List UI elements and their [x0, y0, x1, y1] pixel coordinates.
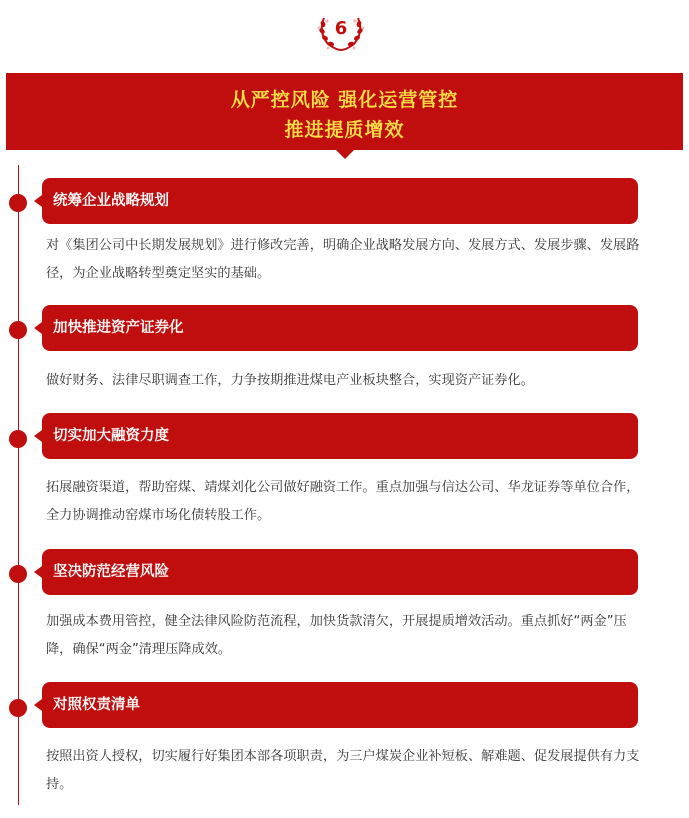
banner-title-line1: 从严控风险 强化运营管控 — [230, 89, 459, 111]
timeline-dot — [9, 321, 27, 339]
title-banner — [6, 73, 683, 150]
section-text: 对《集团公司中长期发展规划》进行修改完善，明确企业战略发展方向、发展方式、发展步骤、发展路径，为企业战略转型奠定坚实的基础。 — [46, 238, 640, 281]
section-text: 加强成本费用管控，健全法律风险防范流程，加快货款清欠，开展提质增效活动。重点抓好“两金”压降，确保“两金”清理压降成效。 — [46, 614, 627, 657]
section-text: 做好财务、法律尽职调查工作，力争按期推进煤电产业板块整合，实现资产证券化。 — [46, 373, 534, 388]
banner-title-line2: 推进提质增效 — [284, 119, 405, 141]
timeline-dot — [9, 565, 27, 583]
timeline-dot — [9, 194, 27, 212]
section-number: 6 — [334, 18, 348, 39]
timeline-dot — [9, 699, 27, 717]
timeline-dot — [9, 430, 27, 448]
section-header — [42, 178, 638, 224]
section-title: 统筹企业战略规划 — [53, 193, 169, 209]
banner-pointer — [335, 149, 355, 159]
section-number-badge — [314, 10, 368, 52]
section-text: 拓展融资渠道，帮助窑煤、靖煤刘化公司做好融资工作。重点加强与信达公司、华龙证券等单位合作，全力协调推动窑煤市场化债转股工作。 — [46, 480, 640, 523]
section-header — [42, 413, 638, 459]
section-header — [42, 549, 638, 595]
section-header — [42, 682, 638, 728]
section-text: 按照出资人授权，切实履行好集团本部各项职责，为三户煤炭企业补短板、解难题、促发展提供有力支持。 — [46, 749, 640, 792]
section-title: 加快推进资产证券化 — [53, 320, 184, 336]
section-title: 切实加大融资力度 — [53, 428, 169, 444]
section-title: 坚决防范经营风险 — [53, 564, 169, 580]
section-title: 对照权责清单 — [53, 697, 140, 713]
section-header — [42, 305, 638, 351]
